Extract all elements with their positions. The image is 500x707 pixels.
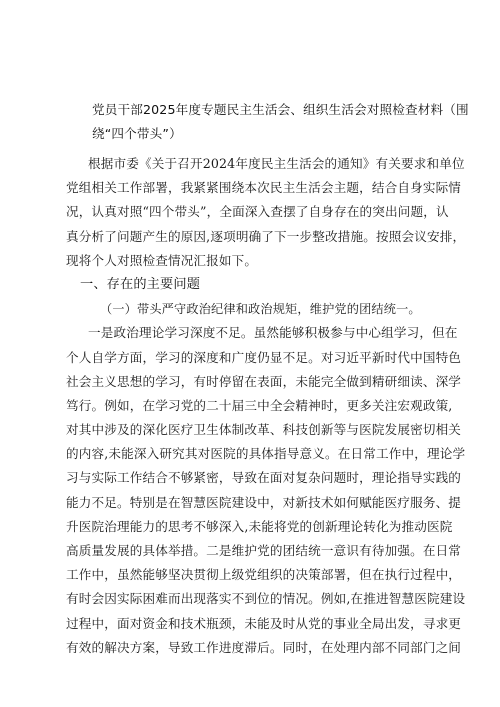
text-line: 党组相关工作部署，我紧紧围绕本次民主生活会主题，结合自身实际情: [66, 180, 462, 196]
body-paragraph: [66, 321, 466, 660]
text-line: 对其中涉及的深化医疗卫生体制改革、科技创新等与医院发展密切相关: [66, 422, 462, 438]
text-line: 升医院治理能力的思考不够深入,未能将党的创新理论转化为推动医院: [66, 518, 453, 534]
text-line: 现将个人对照检查情况汇报如下。: [66, 252, 258, 268]
text-line: 有时会因实际困难而出现落实不到位的情况。例如,在推进智慧医院建设: [66, 591, 466, 607]
text-line: 个人自学方面，学习的深度和广度仍显不足。对习近平新时代中国特色: [66, 349, 462, 365]
text-line: 社会主义思想的学习，有时停留在表面，未能完全做到精研细读、深学: [66, 373, 462, 389]
document-title: [92, 98, 469, 146]
text-line: 有效的解决方案，导致工作进度滞后。同时，在处理内部不同部门之间: [66, 639, 462, 655]
text-line: 过程中，面对资金和技术瓶颈，未能及时从党的事业全局出发，寻求更: [66, 615, 462, 631]
section-heading: 一、存在的主要问题: [80, 276, 201, 292]
text-line: 习与实际工作结合不够紧密，导致在面对复杂问题时，理论指导实践的: [66, 470, 462, 486]
subsection-heading: （一）带头严守政治纪律和政治规矩，维护党的团结统一。: [100, 302, 421, 317]
document-body: [66, 152, 466, 660]
text-line: 一是政治理论学习深度不足。虽然能够积极参与中心组学习，但在: [88, 325, 458, 341]
text-line: 工作中，虽然能够坚决贯彻上级党组织的决策部署，但在执行过程中，: [66, 567, 462, 583]
text-line: 根据市委《关于召开2024年度民主生活会的通知》有关要求和单位: [88, 156, 465, 171]
text-line: 能力不足。特别是在智慧医院建设中，对新技术如何赋能医疗服务、提: [66, 494, 462, 510]
text-line: 真分析了问题产生的原因,逐项明确了下一步整改措施。按照会议安排，: [66, 228, 466, 244]
text-line: 的内容,未能深入研究其对医院的具体指导意义。在日常工作中，理论学: [66, 446, 466, 462]
text-line: 笃行。例如，在学习党的二十届三中全会精神时，更多关注宏观政策,: [66, 397, 453, 413]
text-line: 况，认真对照“四个带头”，全面深入查摆了自身存在的突出问题，认: [66, 204, 449, 220]
text-line: 高质量发展的具体举措。二是维护党的团结统一意识有待加强。在日常: [66, 543, 462, 558]
title-line: 党员干部2025年度专题民主生活会、组织生活会对照检查材料（围: [92, 102, 469, 117]
title-line: 绕“四个带头”）: [92, 126, 182, 142]
intro-paragraph: [66, 152, 466, 273]
